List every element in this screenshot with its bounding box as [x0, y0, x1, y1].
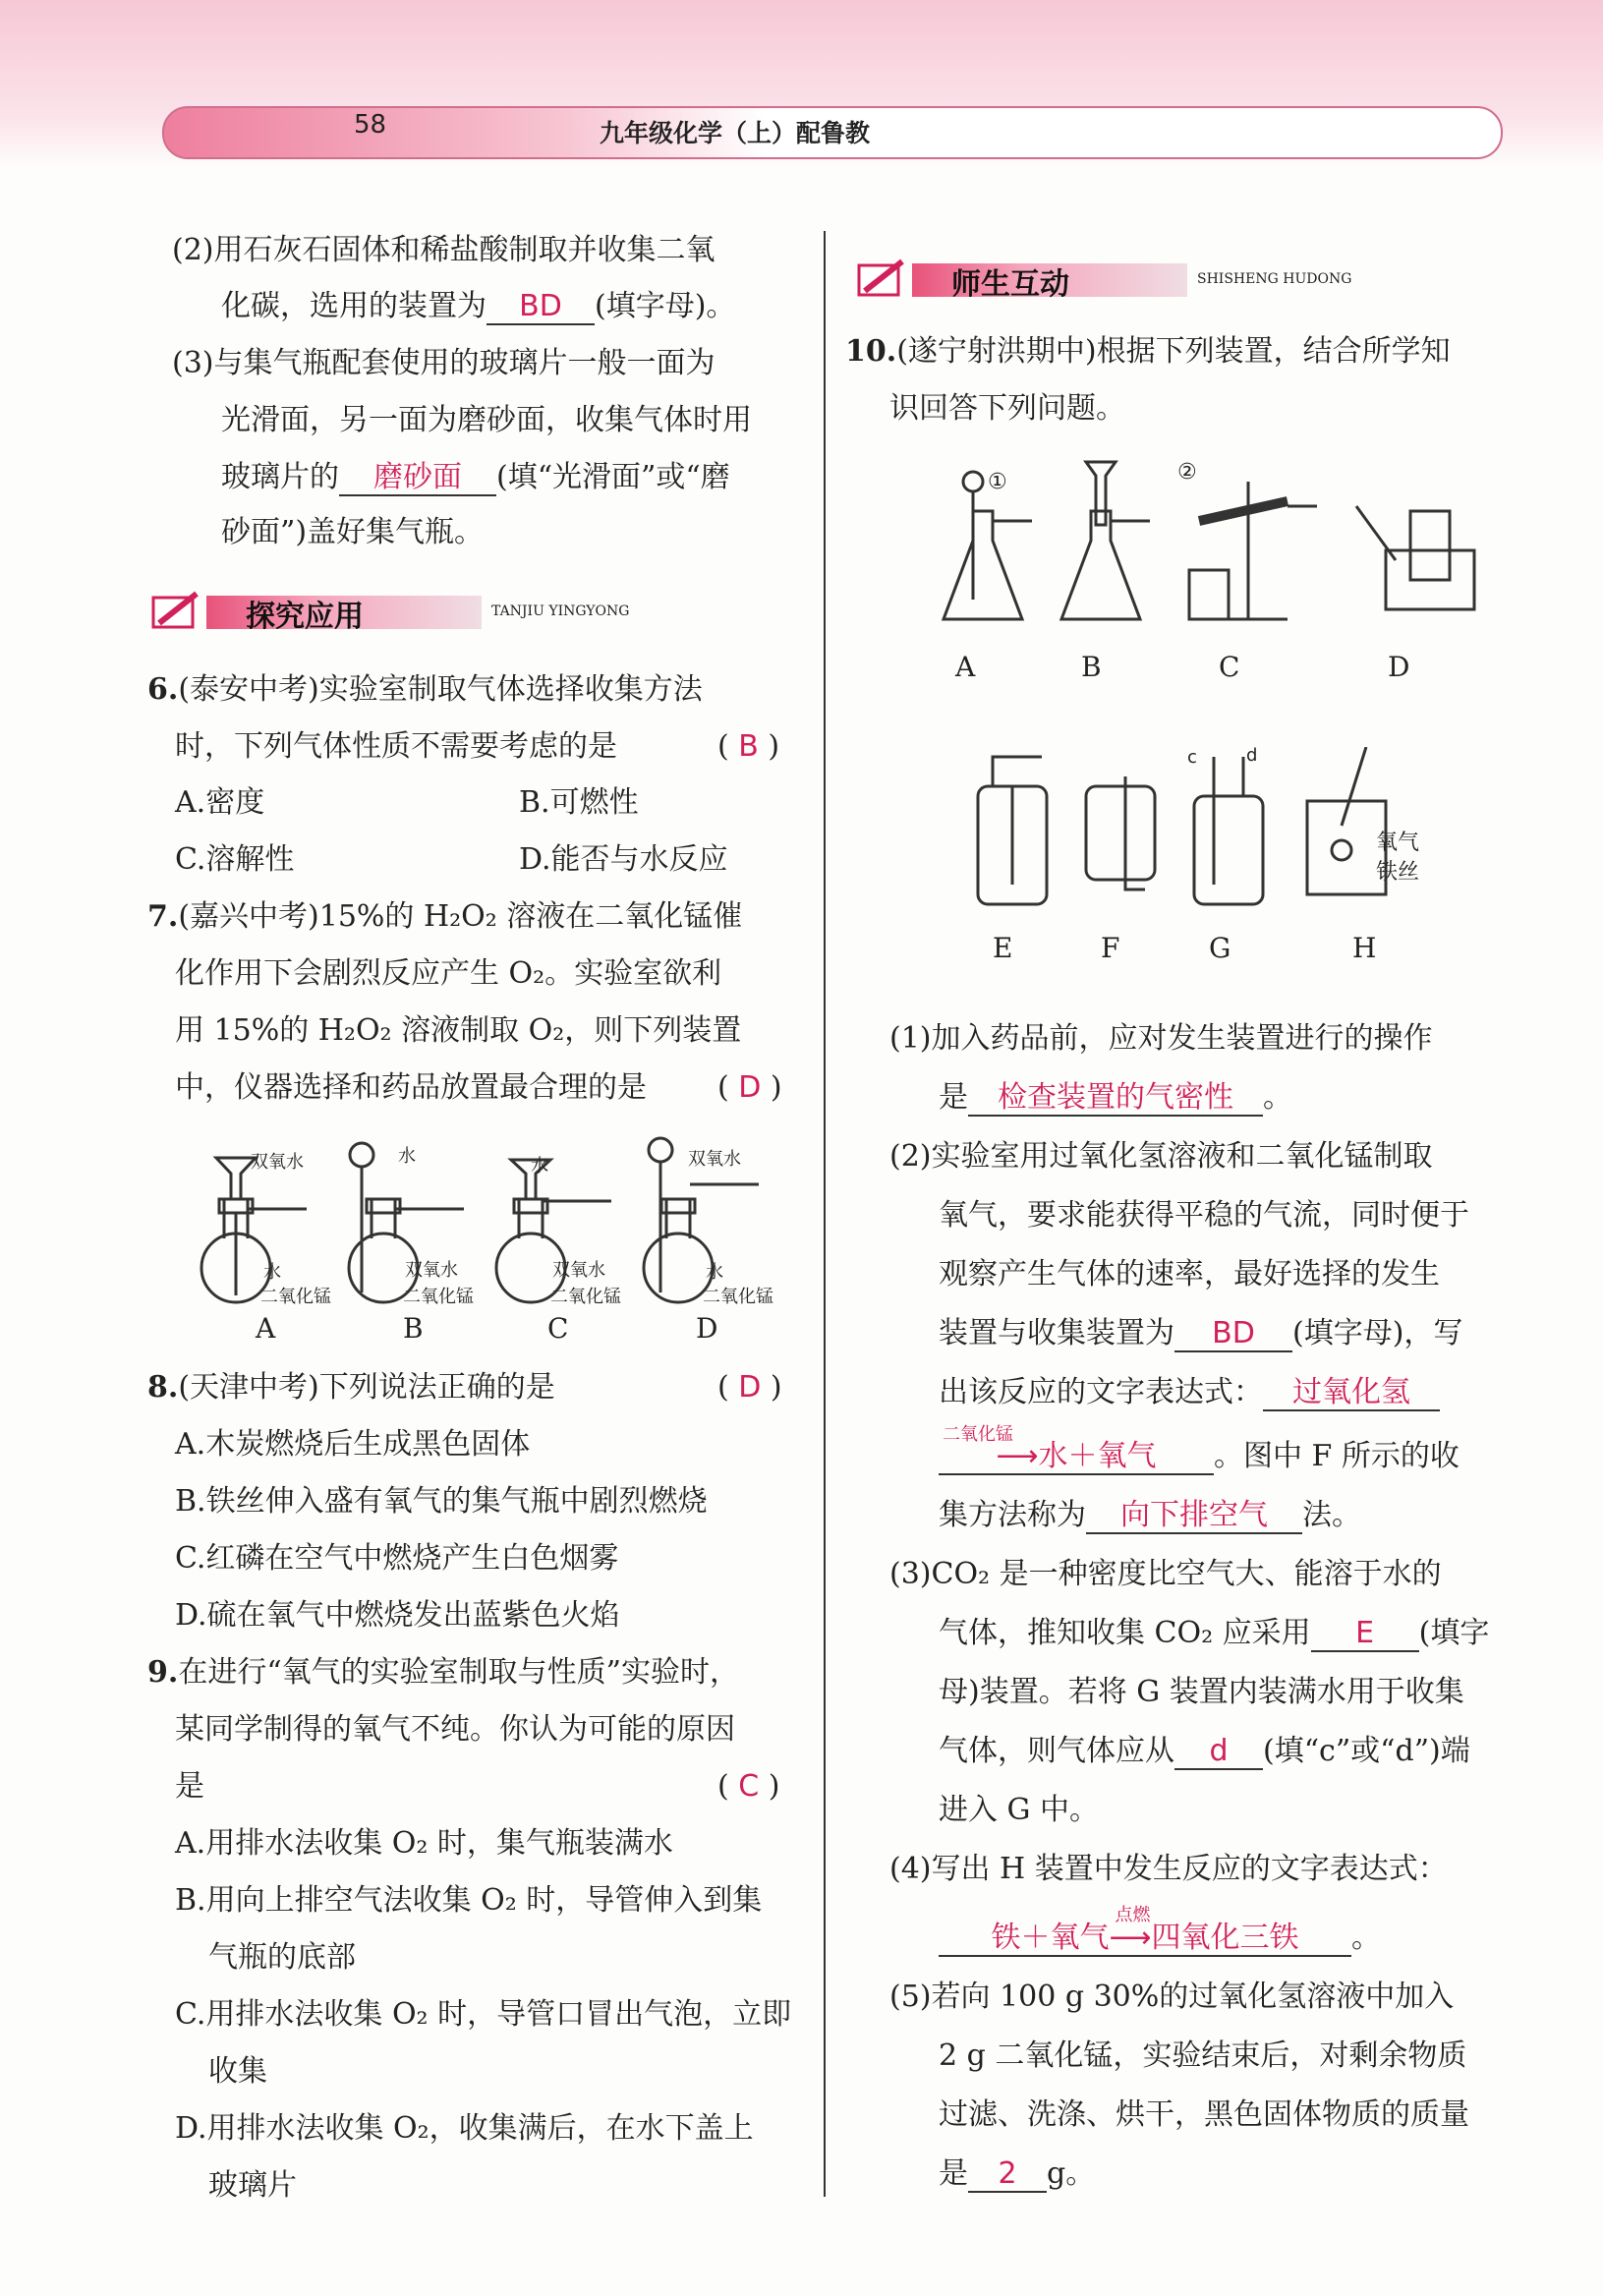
q10-p2-line1: (2)实验室用过氧化氢溶液和二氧化锰制取	[889, 1139, 1433, 1174]
q6-line2: 时，下列气体性质不需要考虑的是	[175, 729, 617, 764]
q7-line3: 用 15%的 H₂O₂ 溶液制取 O₂，则下列装置	[175, 1013, 742, 1048]
apparatus-g	[1194, 757, 1263, 904]
q7-d-bottom1: 水	[706, 1262, 723, 1283]
section-pinyin: SHISHENG HUDONG	[1197, 271, 1352, 287]
g-port-d: d	[1246, 745, 1258, 766]
q10-p3-line1: (3)CO₂ 是一种密度比空气大、能溶于水的	[889, 1557, 1442, 1591]
q6-opt-b: B.可燃性	[519, 785, 639, 820]
q10-p3-line2: 气体，推知收集 CO₂ 应采用 E (填字	[939, 1616, 1490, 1650]
q9-opt-b2: 气瓶的底部	[208, 1940, 356, 1975]
q10-p4-answer: 铁＋氧气⟶ 点燃 四氧化三铁	[939, 1922, 1351, 1957]
q8-line1: 8.(天津中考)下列说法正确的是	[147, 1370, 555, 1405]
q10-fig-c: C	[1219, 651, 1240, 683]
pen-icon	[853, 258, 912, 301]
q10-p1-answer: 检查装置的气密性	[968, 1081, 1263, 1117]
q7-line2: 化作用下会剧烈反应产生 O₂。实验室欲利	[175, 956, 722, 991]
mark-2: ②	[1177, 460, 1197, 485]
q5-3-line4: 砂面”)盖好集气瓶。	[221, 515, 485, 549]
q5-2-line2: 化碳，选用的装置为 BD (填字母)。	[221, 289, 736, 323]
q7-fig-c: C	[547, 1312, 569, 1345]
section-tanjiu	[147, 590, 698, 633]
q10-apparatus-row2	[953, 747, 1425, 914]
q7-b-bottom1: 双氧水	[405, 1260, 458, 1281]
q10-p3-line3: 母)装置。若将 G 装置内装满水用于收集	[939, 1675, 1464, 1709]
q10-p2-answer1: BD	[1174, 1317, 1292, 1352]
q9-opt-a: A.用排水法收集 O₂ 时，集气瓶装满水	[175, 1826, 673, 1861]
q9-line3: 是	[175, 1769, 204, 1804]
q6-line1: 6.(泰安中考)实验室制取气体选择收集方法	[147, 672, 703, 707]
q10-p1-line1: (1)加入药品前，应对发生装置进行的操作	[889, 1021, 1433, 1056]
q7-line4: 中，仪器选择和药品放置最合理的是	[175, 1070, 647, 1105]
q9-opt-d2: 玻璃片	[208, 2168, 297, 2203]
q10-p3-line5: 进入 G 中。	[939, 1793, 1100, 1827]
section-pinyin: TANJIU YINGYONG	[491, 603, 630, 619]
q10-fig-b: B	[1081, 651, 1102, 683]
apparatus-d	[1356, 506, 1474, 609]
q10-p2-answer3: 向下排空气	[1086, 1499, 1302, 1534]
pen-icon	[147, 590, 206, 633]
section-shisheng	[853, 258, 1403, 301]
q6-answer: ( B )	[717, 729, 780, 764]
q10-p5-line3: 过滤、洗涤、烘干，黑色固体物质的质量	[939, 2097, 1469, 2132]
q7-a-bottom1: 水	[263, 1262, 281, 1283]
q7-c-top-label: 水	[531, 1156, 548, 1177]
q10-p2-line5: 出该反应的文字表达式： 过氧化氢	[939, 1373, 1440, 1412]
q10-p2-answer2b: 二氧化锰 ⟶水＋氧气	[939, 1440, 1214, 1475]
q5-3-line3: 玻璃片的 磨砂面 (填“光滑面”或“磨	[221, 460, 730, 494]
q8-opt-b: B.铁丝伸入盛有氧气的集气瓶中剧烈燃烧	[175, 1484, 708, 1519]
q10-line2: 识回答下列问题。	[889, 391, 1125, 426]
h-oxygen-label: 氧气	[1376, 831, 1420, 855]
q7-a-bottom2: 二氧化锰	[260, 1287, 331, 1307]
apparatus-h	[1307, 747, 1386, 894]
q10-fig-h: H	[1352, 932, 1377, 964]
q10-fig-e: E	[993, 932, 1013, 964]
q10-p5-line1: (5)若向 100 g 30%的过氧化氢溶液中加入	[889, 1980, 1455, 2014]
q7-b-bottom2: 二氧化锰	[403, 1287, 474, 1307]
q7-c-bottom1: 双氧水	[552, 1260, 605, 1281]
q10-p4-line2: 铁＋氧气⟶ 点燃 四氧化三铁 。	[939, 1919, 1381, 1958]
apparatus-c	[1189, 482, 1317, 619]
q10-fig-f: F	[1101, 932, 1120, 964]
q7-d-top-label: 双氧水	[688, 1149, 741, 1170]
q6-opt-d: D.能否与水反应	[519, 842, 728, 877]
q10-p3-answer2: d	[1174, 1735, 1263, 1770]
q10-p4-line1: (4)写出 H 装置中发生反应的文字表达式：	[889, 1852, 1448, 1886]
q5-2-answer: BD	[487, 290, 595, 325]
q9-line2: 某同学制得的氧气不纯。你认为可能的原因	[175, 1712, 735, 1747]
section-label: 探究应用	[246, 600, 364, 634]
q10-p2-line3: 观察产生气体的速率，最好选择的发生	[939, 1257, 1440, 1292]
page-number: 58	[354, 110, 387, 140]
g-port-c: c	[1187, 747, 1197, 768]
q10-p2-line2: 氧气，要求能获得平稳的气流，同时便于	[939, 1198, 1469, 1233]
mark-1: ①	[988, 470, 1007, 494]
q9-opt-c1: C.用排水法收集 O₂ 时，导管口冒出气泡，立即	[175, 1997, 792, 2032]
flask-a	[201, 1158, 307, 1302]
q7-fig-a: A	[256, 1312, 276, 1345]
column-divider	[824, 231, 826, 2197]
q5-3-answer: 磨砂面	[339, 461, 496, 496]
q10-p2-line6: 二氧化锰 ⟶水＋氧气 。图中 F 所示的收	[939, 1437, 1460, 1476]
q10-p2-answer2a: 过氧化氢	[1263, 1376, 1440, 1411]
q10-p3-line4: 气体，则气体应从 d (填“c”或“d”)端	[939, 1734, 1470, 1768]
q9-opt-b1: B.用向上排空气法收集 O₂ 时，导管伸入到集	[175, 1883, 763, 1918]
q6-opt-a: A.密度	[175, 785, 265, 820]
q10-p5-line4: 是 2 g。	[939, 2156, 1096, 2191]
q10-p2-line4: 装置与收集装置为 BD (填字母)，写	[939, 1316, 1463, 1350]
q6-opt-c: C.溶解性	[175, 842, 295, 877]
section-label: 师生互动	[951, 267, 1069, 302]
q9-line1: 9.在进行“氧气的实验室制取与性质”实验时，	[147, 1655, 740, 1690]
apparatus-b	[1061, 462, 1150, 619]
q9-opt-d1: D.用排水法收集 O₂，收集满后，在水下盖上	[175, 2111, 754, 2146]
q7-d-bottom2: 二氧化锰	[703, 1287, 773, 1307]
q7-a-top-label: 双氧水	[251, 1152, 304, 1173]
apparatus-e	[978, 757, 1047, 904]
q8-opt-c: C.红磷在空气中燃烧产生白色烟雾	[175, 1541, 619, 1576]
q5-2-line1: (2)用石灰石固体和稀盐酸制取并收集二氧	[172, 233, 716, 267]
q8-answer: ( D )	[717, 1370, 782, 1405]
q10-fig-d: D	[1388, 651, 1410, 683]
h-wire-label: 铁丝	[1376, 860, 1420, 885]
q10-line1: 10.(遂宁射洪期中)根据下列装置，结合所学知	[845, 334, 1451, 369]
q10-p5-line2: 2 g 二氧化锰，实验结束后，对剩余物质	[939, 2038, 1467, 2073]
q5-3-line2: 光滑面，另一面为磨砂面，收集气体时用	[221, 403, 752, 437]
q10-fig-a: A	[955, 651, 976, 683]
q7-fig-b: B	[403, 1312, 424, 1345]
q5-3-line1: (3)与集气瓶配套使用的玻璃片一般一面为	[172, 346, 716, 380]
q10-fig-g: G	[1209, 932, 1231, 964]
q9-answer: ( C )	[717, 1769, 780, 1804]
q7-answer: ( D )	[717, 1070, 782, 1105]
q7-line1: 7.(嘉兴中考)15%的 H₂O₂ 溶液在二氧化锰催	[147, 899, 743, 934]
q8-opt-d: D.硫在氧气中燃烧发出蓝紫色火焰	[175, 1598, 620, 1633]
q10-p3-answer1: E	[1311, 1617, 1419, 1652]
q10-p1-line2: 是 检查装置的气密性 。	[939, 1080, 1292, 1115]
q7-c-bottom2: 二氧化锰	[550, 1287, 621, 1307]
q10-p2-line7: 集方法称为 向下排空气 法。	[939, 1498, 1361, 1532]
q10-p5-answer: 2	[968, 2157, 1047, 2193]
apparatus-f	[1086, 776, 1155, 890]
q9-opt-c2: 收集	[208, 2054, 267, 2089]
q7-fig-d: D	[696, 1312, 718, 1345]
book-title: 九年级化学（上）配鲁教	[600, 119, 871, 147]
q8-opt-a: A.木炭燃烧后生成黑色固体	[175, 1427, 531, 1462]
q7-b-top-label: 水	[398, 1146, 416, 1167]
